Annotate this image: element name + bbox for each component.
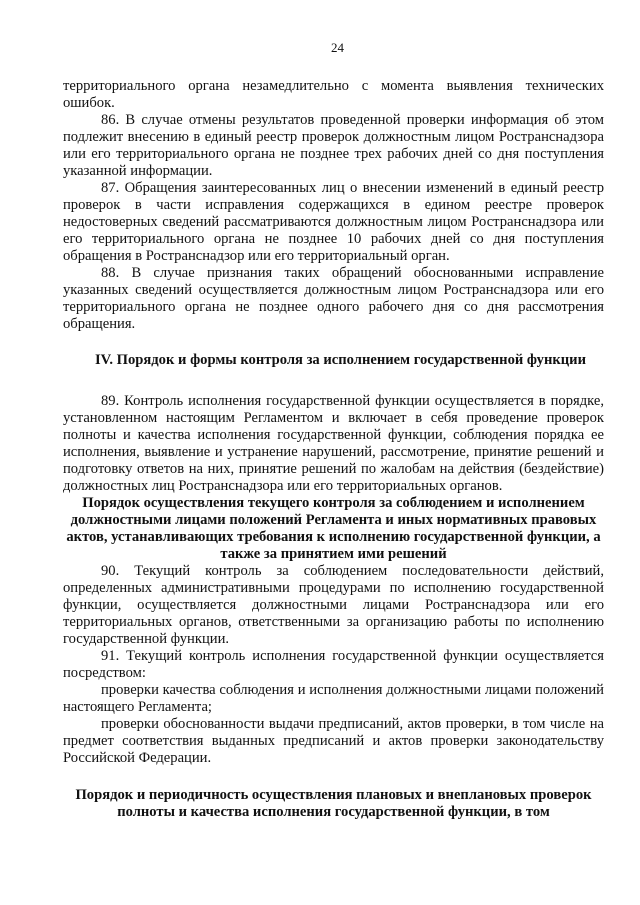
subsection-heading-current-control: Порядок осуществления текущего контроля за соблюдением и исполнением должностными лицами положений Регламента и иных нормативных правовых актов, устанавливающих требования к исполнению государственной функции, а также за принятием ими решений [66,495,601,562]
paragraph-91: 91. Текущий контроль исполнения государственной функции осуществляется посредством: [63,648,604,681]
paragraph-91-item-2: проверки обоснованности выдачи предписаний, актов проверки, в том числе на предмет соответствия выданных предписаний и актов проверки законодательству Российской Федерации. [63,716,604,766]
subsection-heading-inspections: Порядок и периодичность осуществления плановых и внеплановых проверок полноты и качества исполнения государственной функции, в том [75,787,592,820]
page-number: 24 [331,40,344,55]
paragraph-86: 86. В случае отмены результатов проведенной проверки информация об этом подлежит внесению в единый реестр проверок должностным лицом Ространснадзора или его территориального органа не позднее трех рабочих дней со дня поступления указанной информации. [63,112,604,179]
paragraph-85-continuation: территориального органа незамедлительно с момента выявления технических ошибок. [63,78,604,111]
paragraph-90: 90. Текущий контроль за соблюдением последовательности действий, определенных административными процедурами по исполнению государственной функции, осуществляется должностными лицами Ространснадзора или его территориальных органов, ответственными за организацию работы по исполнению государственной функции. [63,563,604,647]
paragraph-89: 89. Контроль исполнения государственной функции осуществляется в порядке, установленном настоящим Регламентом и включает в себя проведение проверок полноты и качества исполнения государственной функции, соблюдения порядка ее исполнения, выявление и устранение нарушений, рассмотрение, принятие решений и подготовку ответов на них, принятие решений по жалобам на действия (бездействие) должностных лиц Ространснадзора или его территориальных органов. [63,393,604,494]
paragraph-91-item-1: проверки качества соблюдения и исполнения должностными лицами положений настоящего Регламента; [63,682,604,715]
paragraph-88: 88. В случае признания таких обращений обоснованными исправление указанных сведений осуществляется должностным лицом Ространснадзора или его территориального органа не позднее одного рабочего дня со дня рассмотрения обращения. [63,265,604,332]
section-4-heading: IV. Порядок и формы контроля за исполнением государственной функции [94,352,586,368]
paragraph-87: 87. Обращения заинтересованных лиц о внесении изменений в единый реестр проверок в части исправления содержащихся в едином реестре проверок недостоверных сведений рассматриваются должностным лицом Ространснадзора или его территориального органа не позднее 10 рабочих дней со дня поступления обращения в Ространснадзор или его территориальный орган. [63,180,604,264]
